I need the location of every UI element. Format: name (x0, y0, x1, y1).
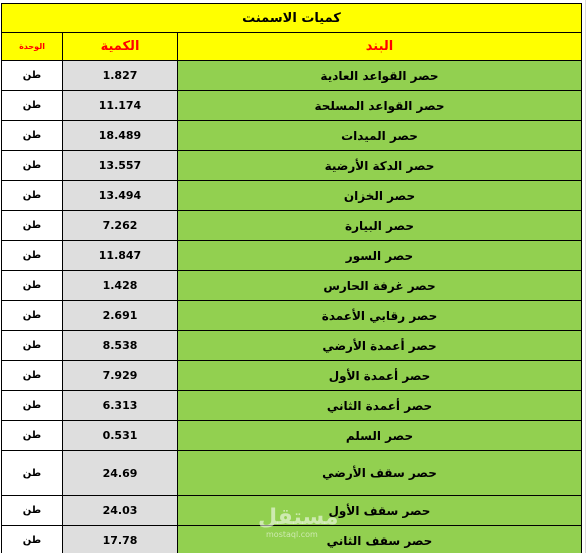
table-row (2, 421, 582, 451)
unit-cell[interactable]: طن (2, 271, 63, 301)
table-row (2, 121, 582, 151)
quantity-cell[interactable]: 1.827 (63, 61, 178, 91)
table-row (2, 451, 582, 496)
item-cell[interactable]: حصر أعمدة الثاني (178, 391, 582, 421)
quantity-cell[interactable]: 17.78 (63, 526, 178, 553)
unit-cell[interactable]: طن (2, 61, 63, 91)
unit-cell[interactable]: طن (2, 181, 63, 211)
table-body (2, 4, 582, 553)
item-cell[interactable]: حصر أعمدة الأول (178, 361, 582, 391)
header-quantity[interactable]: الكمية (63, 33, 178, 61)
table-row (2, 211, 582, 241)
unit-cell[interactable]: طن (2, 331, 63, 361)
unit-cell[interactable]: طن (2, 211, 63, 241)
title-row (2, 4, 582, 33)
table-row (2, 181, 582, 211)
quantity-cell[interactable]: 8.538 (63, 331, 178, 361)
table-row (2, 391, 582, 421)
quantity-cell[interactable]: 7.929 (63, 361, 178, 391)
table-row (2, 151, 582, 181)
quantity-cell[interactable]: 11.847 (63, 241, 178, 271)
quantity-cell[interactable]: 6.313 (63, 391, 178, 421)
unit-cell[interactable]: طن (2, 421, 63, 451)
unit-cell[interactable]: طن (2, 91, 63, 121)
quantity-cell[interactable]: 13.557 (63, 151, 178, 181)
unit-cell[interactable]: طن (2, 391, 63, 421)
table-row (2, 331, 582, 361)
item-cell[interactable]: حصر البيارة (178, 211, 582, 241)
item-cell[interactable]: حصر غرفة الحارس (178, 271, 582, 301)
table-row (2, 361, 582, 391)
item-cell[interactable]: حصر السور (178, 241, 582, 271)
unit-cell[interactable]: طن (2, 241, 63, 271)
table-row (2, 61, 582, 91)
item-cell[interactable]: حصر سقف الثاني (178, 526, 582, 553)
quantity-cell[interactable]: 0.531 (63, 421, 178, 451)
item-cell[interactable]: حصر رقابي الأعمدة (178, 301, 582, 331)
table-title[interactable]: كميات الاسمنت (2, 4, 582, 33)
item-cell[interactable]: حصر سقف الأرضي (178, 451, 582, 496)
table-row (2, 526, 582, 553)
item-cell[interactable]: حصر أعمدة الأرضي (178, 331, 582, 361)
unit-cell[interactable]: طن (2, 151, 63, 181)
item-cell[interactable]: حصر القواعد العادية (178, 61, 582, 91)
table-row (2, 496, 582, 526)
sheet-gridline (585, 0, 586, 553)
item-cell[interactable]: حصر الدكة الأرضية (178, 151, 582, 181)
quantity-cell[interactable]: 24.03 (63, 496, 178, 526)
unit-cell[interactable]: طن (2, 496, 63, 526)
unit-cell[interactable]: طن (2, 301, 63, 331)
header-row (2, 33, 582, 61)
table-row (2, 241, 582, 271)
item-cell[interactable]: حصر سقف الأول (178, 496, 582, 526)
table-row (2, 91, 582, 121)
quantity-cell[interactable]: 24.69 (63, 451, 178, 496)
item-cell[interactable]: حصر السلم (178, 421, 582, 451)
table-row (2, 301, 582, 331)
quantity-cell[interactable]: 11.174 (63, 91, 178, 121)
quantity-cell[interactable]: 18.489 (63, 121, 178, 151)
quantity-cell[interactable]: 13.494 (63, 181, 178, 211)
unit-cell[interactable]: طن (2, 451, 63, 496)
item-cell[interactable]: حصر القواعد المسلحة (178, 91, 582, 121)
unit-cell[interactable]: طن (2, 361, 63, 391)
table-row (2, 271, 582, 301)
unit-cell[interactable]: طن (2, 121, 63, 151)
header-unit[interactable]: الوحدة (2, 33, 63, 61)
watermark-url: mostaql.com (266, 530, 318, 539)
cement-quantities-table (1, 3, 582, 553)
quantity-cell[interactable]: 1.428 (63, 271, 178, 301)
quantity-cell[interactable]: 7.262 (63, 211, 178, 241)
item-cell[interactable]: حصر الخزان (178, 181, 582, 211)
watermark-logo: مستقل (258, 505, 339, 530)
header-item[interactable]: البند (178, 33, 582, 61)
item-cell[interactable]: حصر الميدات (178, 121, 582, 151)
unit-cell[interactable]: طن (2, 526, 63, 553)
quantity-cell[interactable]: 2.691 (63, 301, 178, 331)
